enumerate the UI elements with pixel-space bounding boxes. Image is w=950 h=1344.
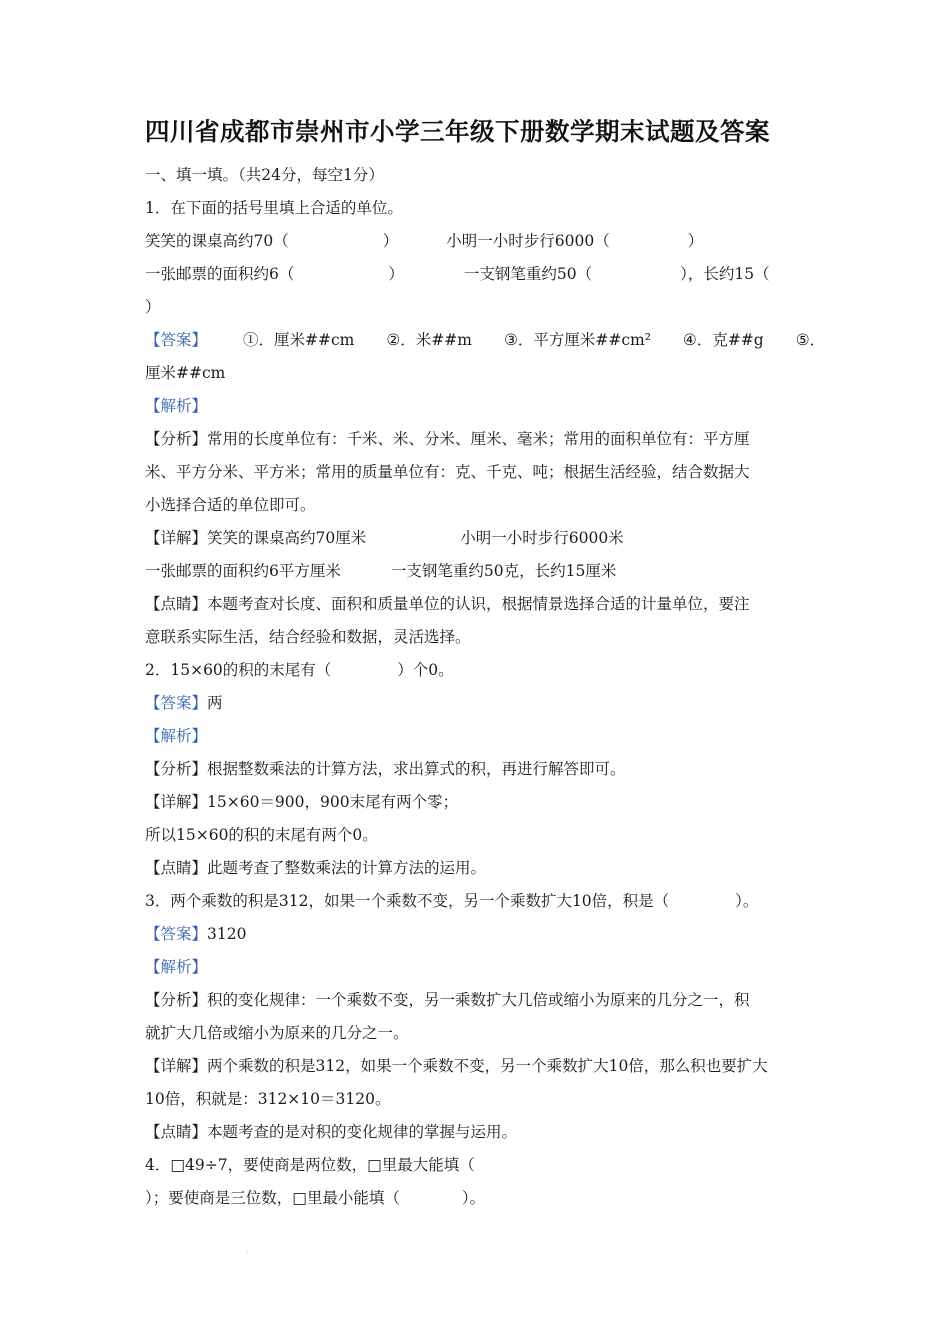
question-3-stem: 3．两个乘数的积是312，如果一个乘数不变，另一个乘数扩大10倍，积是（ ）。 [145,892,759,910]
answer-tag: 【答案】 [145,925,208,943]
question-2-xiangjie-2: 所以15×60的积的末尾有两个0。 [145,826,378,844]
analysis-tag: 【解析】 [145,958,208,976]
question-3-dianjing: 【点睛】本题考查的是对积的变化规律的掌握与运用。 [145,1123,518,1141]
question-3-xiangjie-2: 10倍，积就是：312×10＝3120。 [145,1090,391,1108]
question-1-line-1: 笑笑的课桌高约70（ ） 小明一小时步行6000（ ） [145,232,704,250]
section-heading: 一、填一填。（共24分，每空1分） [145,166,384,184]
question-1-answer: 【答案】 ①．厘米##cm ②．米##m ③．平方厘米##cm² ④．克##g ⑤． [145,331,826,349]
question-3-answer: 【答案】3120 [145,925,247,943]
question-1-answer-cont: 厘米##cm [145,364,226,382]
question-1-line-3: ） [145,298,161,316]
page-mark [246,1252,249,1253]
question-1-dianjing-1: 【点睛】本题考查对长度、面积和质量单位的认识，根据情景选择合适的计量单位，要注 [145,595,750,613]
question-4-stem-2: ）；要使商是三位数，□里最小能填（ ）。 [145,1189,486,1207]
question-2-fenxi: 【分析】根据整数乘法的计算方法，求出算式的积，再进行解答即可。 [145,760,626,778]
question-2-stem: 2．15×60的积的末尾有（ ）个0。 [145,661,454,679]
blank-walk-distance: 小明一小时步行6000（ [446,232,610,250]
blank-pen-length: ），长约15（ [680,265,770,283]
blank-pen-weight: 一支钢笔重约50（ [463,265,593,283]
question-3-xiangjie-1: 【详解】两个乘数的积是312，如果一个乘数不变，另一个乘数扩大10倍，那么积也要扩大 [145,1057,768,1075]
question-1-xiangjie-1: 【详解】笑笑的课桌高约70厘米 小明一小时步行6000米 [145,529,624,547]
question-2-dianjing: 【点睛】此题考查了整数乘法的计算方法的运用。 [145,859,487,877]
question-1-fenxi-1: 【分析】常用的长度单位有：千米、米、分米、厘米、毫米；常用的面积单位有：平方厘 [145,430,750,448]
question-1-stem: 1．在下面的括号里填上合适的单位。 [145,199,403,217]
page-title: 四川省成都市崇州市小学三年级下册数学期末试题及答案 [145,117,770,146]
blank-stamp-area: 一张邮票的面积约6（ [145,265,295,283]
answer-tag: 【答案】 [145,694,208,712]
question-2-answer: 【答案】两 [145,694,223,712]
question-1-fenxi-3: 小选择合适的单位即可。 [145,496,316,514]
question-4-stem-1: 4．□49÷7，要使商是两位数，□里最大能填（ [145,1156,475,1174]
blank-desk-height: 笑笑的课桌高约70（ [145,232,289,250]
question-3-fenxi-2: 就扩大几倍或缩小为原来的几分之一。 [145,1024,409,1042]
analysis-tag: 【解析】 [145,727,208,745]
question-1-xiangjie-2: 一张邮票的面积约6平方厘米 一支钢笔重约50克，长约15厘米 [145,562,617,580]
question-1-line-2: 一张邮票的面积约6（ ） 一支钢笔重约50（ ），长约15（ [145,265,770,283]
analysis-tag: 【解析】 [145,397,208,415]
question-1-dianjing-2: 意联系实际生活，结合经验和数据，灵活选择。 [145,628,471,646]
question-2-xiangjie-1: 【详解】15×60＝900，900末尾有两个零； [145,793,459,811]
answer-tag: 【答案】 [145,331,208,349]
question-1-fenxi-2: 米、平方分米、平方米；常用的质量单位有：克、千克、吨；根据生活经验，结合数据大 [145,463,750,481]
question-3-fenxi-1: 【分析】积的变化规律：一个乘数不变，另一乘数扩大几倍或缩小为原来的几分之一，积 [145,991,750,1009]
